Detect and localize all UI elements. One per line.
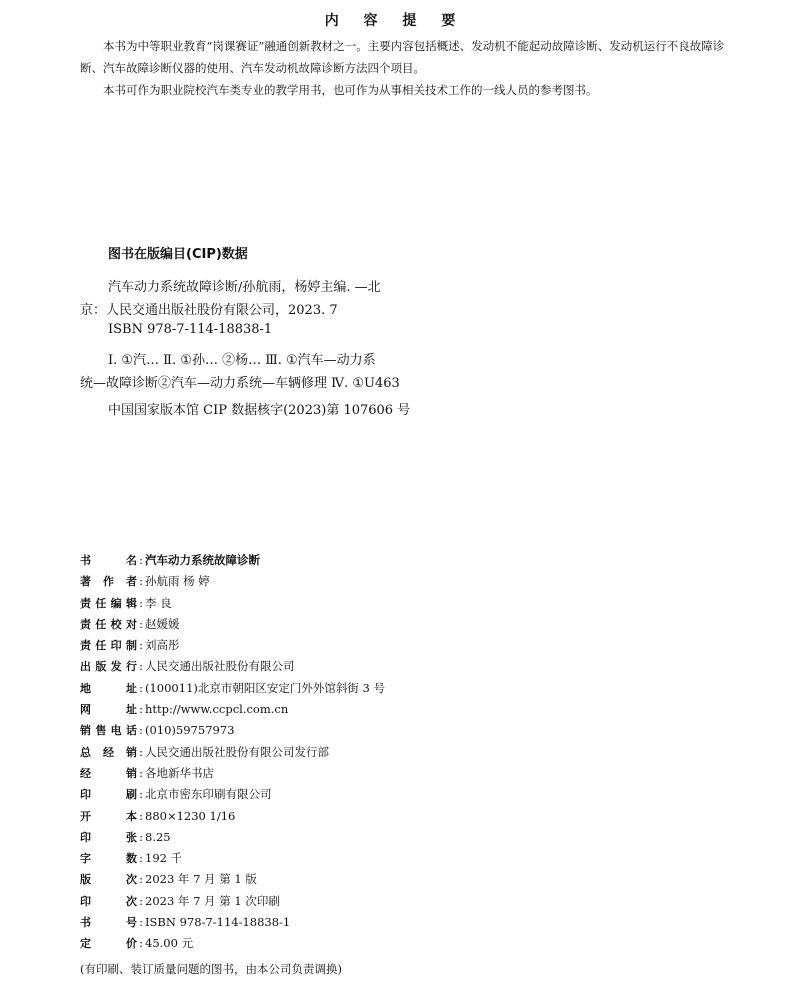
copyright-row-sales-phone: [80, 720, 385, 741]
row-label: 著作者: [80, 575, 137, 589]
quality-note: (有印刷、装订质量问题的图书，由本公司负责调换): [80, 962, 342, 976]
row-label: 版次: [80, 873, 137, 887]
row-colon: :: [139, 638, 143, 653]
copyright-row-proofreader: [80, 614, 385, 635]
row-colon: :: [139, 553, 143, 567]
row-label: 印张: [80, 830, 137, 844]
row-colon: :: [139, 787, 143, 802]
copyright-row-sheets: [80, 827, 385, 848]
cip-classification-1: Ⅰ. ①汽… Ⅱ. ①孙… ②杨… Ⅲ. ①汽车—动力系: [108, 353, 376, 368]
row-colon: :: [139, 808, 143, 823]
row-label: 总经销: [80, 745, 137, 759]
row-value: 北京市密东印刷有限公司: [145, 787, 272, 802]
summary-paragraph-1: 本书为中等职业教育“岗课赛证”融通创新教材之一。主要内容包括概述、发动机不能起动故障诊断、发动机运行不良故障诊断、汽车故障诊断仪器的使用、汽车发动机故障诊断方法四个项目。: [80, 39, 725, 75]
row-value: ISBN 978-7-114-18838-1: [145, 915, 291, 930]
copyright-row-print-supervisor: [80, 635, 385, 656]
cip-line-2: 京：人民交通出版社股份有限公司，2023. 7: [80, 303, 338, 318]
row-value: 李 良: [145, 595, 172, 610]
cip-isbn: ISBN 978-7-114-18838-1: [108, 322, 273, 337]
row-label: 责任编辑: [80, 596, 137, 610]
copyright-row-format: [80, 806, 385, 827]
row-label: 印刷: [80, 788, 137, 802]
copyright-table: [80, 550, 385, 955]
row-colon: :: [139, 872, 143, 887]
row-value: 汽车动力系统故障诊断: [145, 553, 260, 567]
row-label: 印次: [80, 894, 137, 908]
row-value: 人民交通出版社股份有限公司: [145, 659, 295, 674]
copyright-row-word-count: [80, 848, 385, 869]
row-colon: :: [139, 765, 143, 780]
row-label: 字数: [80, 852, 137, 866]
copyright-row-printer: [80, 784, 385, 805]
cip-heading: 图书在版编目(CIP)数据: [108, 247, 248, 262]
row-colon: :: [139, 616, 143, 631]
copyright-row-edition: [80, 869, 385, 890]
row-label: 销售电话: [80, 724, 137, 738]
row-colon: :: [139, 680, 143, 695]
copyright-row-editor: [80, 593, 385, 614]
row-colon: :: [139, 659, 143, 674]
row-colon: :: [139, 851, 143, 866]
row-label: 书号: [80, 916, 137, 930]
row-value: 孙航雨 杨 婷: [145, 574, 210, 589]
row-value: 8.25: [145, 829, 171, 844]
row-label: 责任印制: [80, 639, 137, 653]
row-label: 网址: [80, 703, 137, 717]
row-value: 赵媛媛: [145, 616, 180, 631]
cip-classification-2: 统—故障诊断②汽车—动力系统—车辆修理 Ⅳ. ①U463: [80, 376, 400, 391]
copyright-row-authors: [80, 571, 385, 592]
copyright-row-website: [80, 699, 385, 720]
row-colon: :: [139, 936, 143, 951]
row-value: 192 千: [145, 851, 183, 866]
row-value: (100011)北京市朝阳区安定门外外馆斜街 3 号: [145, 680, 385, 695]
copyright-row-distributor: [80, 742, 385, 763]
row-colon: :: [139, 574, 143, 589]
row-colon: :: [139, 595, 143, 610]
row-label: 开本: [80, 809, 137, 823]
copyright-row-price: [80, 933, 385, 954]
copyright-row-impression: [80, 891, 385, 912]
row-value: (010)59757973: [145, 723, 235, 738]
row-colon: :: [139, 702, 143, 717]
row-label: 书名: [80, 554, 137, 567]
row-value: 2023 年 7 月 第 1 次印刷: [145, 893, 280, 908]
row-label: 地址: [80, 681, 137, 695]
row-colon: :: [139, 915, 143, 930]
copyright-row-title: [80, 550, 385, 571]
row-value: 45.00 元: [145, 936, 194, 951]
cip-record-number: 中国国家版本馆 CIP 数据核字(2023)第 107606 号: [108, 403, 411, 418]
copyright-row-address: [80, 678, 385, 699]
row-colon: :: [139, 893, 143, 908]
row-value: 刘高彤: [145, 638, 180, 653]
row-label: 经销: [80, 766, 137, 780]
row-value: 880×1230 1/16: [145, 808, 236, 823]
row-value: http://www.ccpcl.com.cn: [145, 702, 289, 717]
row-label: 出版发行: [80, 660, 137, 674]
row-colon: :: [139, 723, 143, 738]
summary-title: 内 容 提 要: [324, 13, 466, 29]
copyright-row-retailer: [80, 763, 385, 784]
row-value: 各地新华书店: [145, 765, 214, 780]
row-value: 2023 年 7 月 第 1 版: [145, 872, 257, 887]
row-label: 定价: [80, 937, 137, 951]
copyright-row-publisher: [80, 656, 385, 677]
row-colon: :: [139, 829, 143, 844]
row-label: 责任校对: [80, 617, 137, 631]
summary-paragraph-2: 本书可作为职业院校汽车类专业的教学用书，也可作为从事相关技术工作的一线人员的参考图书。: [103, 83, 598, 97]
row-value: 人民交通出版社股份有限公司发行部: [145, 744, 329, 759]
row-colon: :: [139, 744, 143, 759]
copyright-row-isbn: [80, 912, 385, 933]
cip-line-1: 汽车动力系统故障诊断/孙航雨，杨婷主编. —北: [108, 280, 381, 295]
